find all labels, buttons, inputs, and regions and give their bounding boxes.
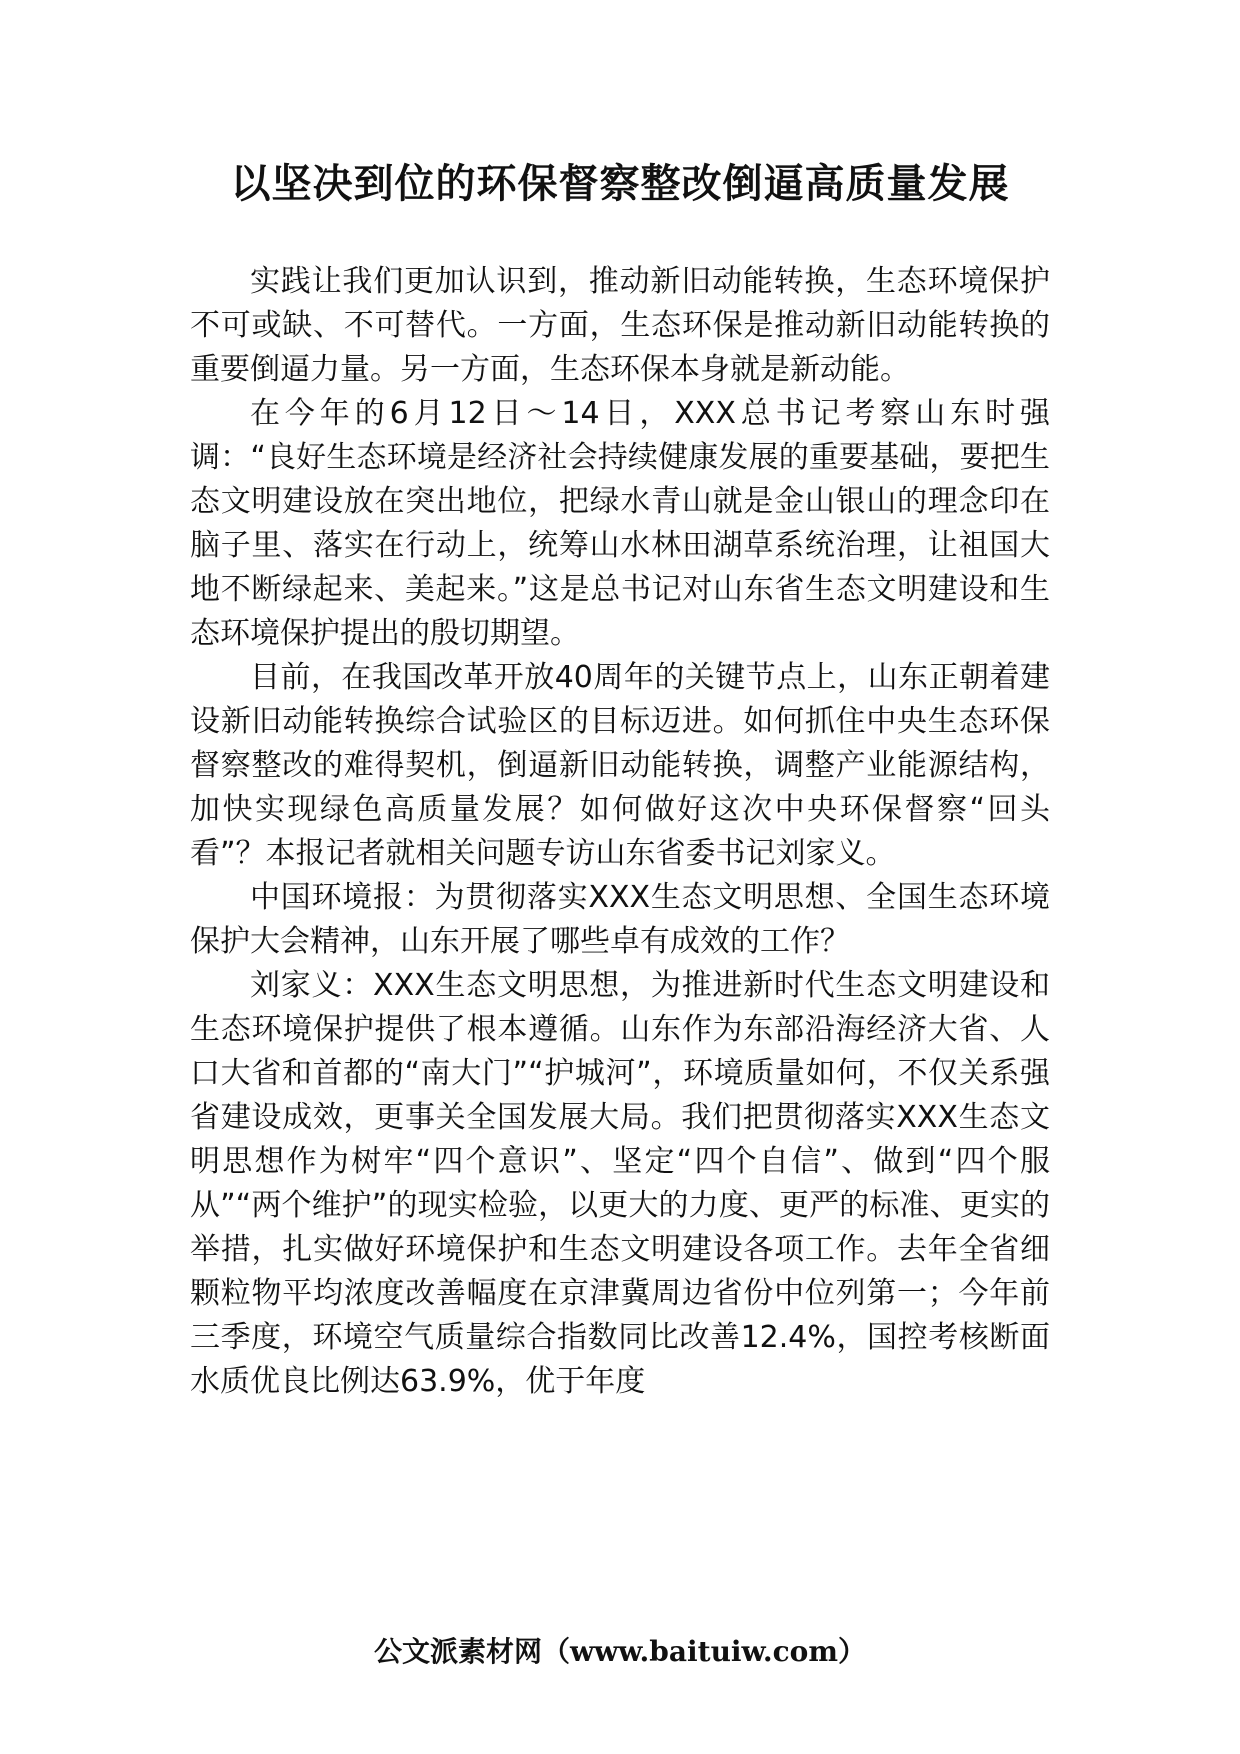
document-body — [190, 260, 1050, 1404]
paragraph-5: 刘家义：XXX生态文明思想，为推进新时代生态文明建设和生态环境保护提供了根本遵循。山东作为东部沿海经济大省、人口大省和首都的“南大门”“护城河”，环境质量如何，不仅关系强省建设成效，更事关全国发展大局。我们把贯彻落实XXX生态文明思想作为树牢“四个意识”、坚定“四个自信”、做到“四个服从”“两个维护”的现实检验，以更大的力度、更严的标准、更实的举措，扎实做好环境保护和生态文明建设各项工作。去年全省细颗粒物平均浓度改善幅度在京津冀周边省份中位列第一；今年前三季度，环境空气质量综合指数同比改善12.4%，国控考核断面水质优良比例达63.9%，优于年度 — [190, 968, 1050, 1399]
paragraph-4: 中国环境报：为贯彻落实XXX生态文明思想、全国生态环境保护大会精神，山东开展了哪些卓有成效的工作？ — [190, 880, 1050, 959]
paragraph-2: 在今年的6月12日～14日，XXX总书记考察山东时强调：“良好生态环境是经济社会持续健康发展的重要基础，要把生态文明建设放在突出地位，把绿水青山就是金山银山的理念印在脑子里、落实在行动上，统筹山水林田湖草系统治理，让祖国大地不断绿起来、美起来。”这是总书记对山东省生态文明建设和生态环境保护提出的殷切期望。 — [190, 396, 1050, 651]
paragraph-3: 目前，在我国改革开放40周年的关键节点上，山东正朝着建设新旧动能转换综合试验区的目标迈进。如何抓住中央生态环保督察整改的难得契机，倒逼新旧动能转换，调整产业能源结构，加快实现绿色高质量发展？如何做好这次中央环保督察“回头看”？本报记者就相关问题专访山东省委书记刘家义。 — [190, 660, 1050, 871]
page-footer-watermark: 公文派素材网（www.baituiw.com） — [374, 1635, 866, 1668]
document-title: 以坚决到位的环保督察整改倒逼高质量发展 — [230, 161, 1010, 207]
paragraph-1: 实践让我们更加认识到，推动新旧动能转换，生态环境保护不可或缺、不可替代。一方面，生态环保是推动新旧动能转换的重要倒逼力量。另一方面，生态环保本身就是新动能。 — [190, 264, 1050, 387]
